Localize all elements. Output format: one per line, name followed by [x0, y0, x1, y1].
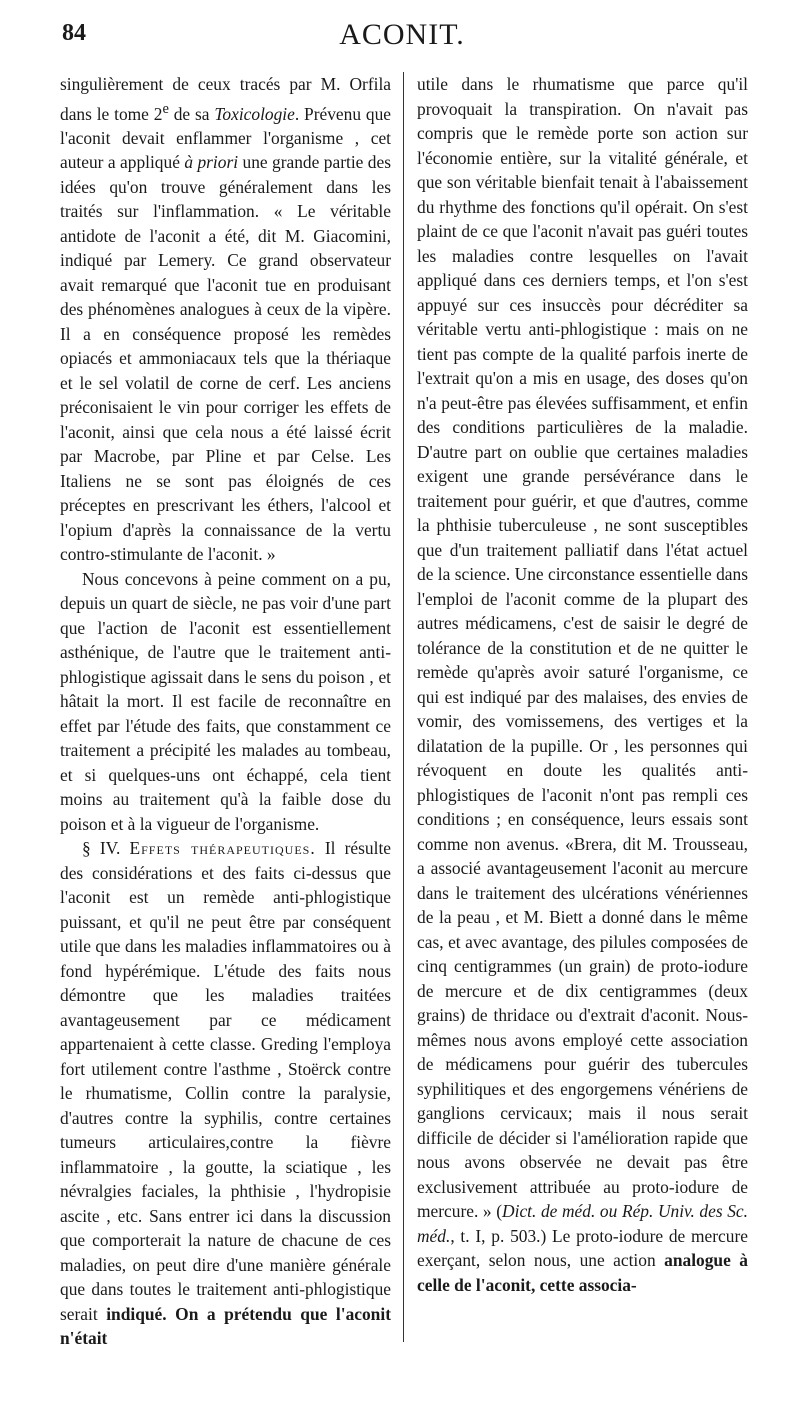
two-column-body: [60, 72, 748, 1382]
paragraph: Nous concevons à peine comment on a pu, depuis un quart de siècle, ne pas voir d'une part que l'action de l'aconit est essentiellement asthénique, de l'autre que le traitement anti-phlogistique agissait dans le sens du poison , et hâtait la mort. Il est facile de reconnaître en effet par l'étude des faits, que constamment ce traitement a précipité les malades au tombeau, et si quelques-uns ont échappé, cela tient moins au traitement qu'à la faible dose du poison et à la vigueur de l'organisme.: [60, 568, 391, 834]
text-run: de sa: [168, 103, 215, 124]
page-number: 84: [62, 20, 86, 46]
text-run: singulièrement de ceux tracés par M. Orfila dans le tome 2: [60, 74, 391, 124]
text-run: utile dans le rhumatisme que parce qu'il provoquait la transpiration. On n'avait pas compris que le remède porte son action sur l'économie entière, sur la vitalité générale, et que son véritable bienfait tenait à l'abaissement du rhythme des fonctions qu'il opérait. On s'est plaint de ce que l'aconit n'avait pas guéri toutes les maladies contre lesquelles on l'avait appliqué dans ces derniers temps, et l'on s'est appuyé sur ces insuccès pour décréditer sa véritable vertu anti-phlogistique : mais on ne tient pas compte de la qualité parfois inerte de l'extrait qu'on a mis en usage, des doses qu'on n'a peut-être pas élevées suffisamment, et enfin des conditions particulières de la maladie. D'autre part on oublie que certaines maladies exigent une grande persévérance dans le traitement pour guérir, et que d'autres, comme la phthisie tuberculeuse , ne sont susceptibles que d'un traitement palliatif dans l'état actuel de la science. Une circonstance essentielle dans l'emploi de l'aconit comme de la plupart des autres médicamens, c'est de saisir le degré de tolérance de la constitution et de ne quitter le remède qu'après avoir saturé l'organisme, ce qui est indiqué par des malaises, des envies de vomir, des vomissemens, des vertiges et la dilatation de la pupille. Or , les personnes qui révoquent en doute les qualités anti-phlogistiques de l'aconit n'ont pas rempli ces conditions ; en conséquence, leurs essais sont comme non avenus. «Brera, dit M. Trousseau, a associé avantageusement l'aconit au mercure dans le traitement des ulcérations vénériennes de la peau , et M. Biett a donné dans le même cas, et avec avantage, des pilules composées de cinq centigrammes (un grain) de proto-iodure de mercure et de dix centigrammes (deux grains) de thridace ou d'extrait d'aconit. Nous-mêmes nous avons employé cette association de médicamens pour guérir des tubercules syphilitiques et des engorgemens vénériens de ganglions cervicaux; mais il nous serait difficile de décider si l'amélioration rapide que nous avons observée ne devait pas être exclusivement attribuée au proto-iodure de mercure. » (: [417, 74, 748, 1221]
left-column: [60, 72, 391, 1351]
superscript: e: [162, 100, 169, 117]
text-run: indiqué. On a prétendu que l'aconit n'était: [60, 1303, 391, 1349]
text-run: . Prévenu que l'aconit devait enflammer l'organisme , cet auteur a appliqué: [60, 103, 391, 173]
paragraph: [60, 72, 391, 567]
book-title: Toxicologie: [214, 103, 295, 124]
text-run: une grande partie des idées qu'on trouve généralement dans les traités sur l'inflammation. « Le véritable antidote de l'aconit a été, dit M. Giacomini, indiqué par Lemery. Ce grand observateur avait remarqué que l'aconit tue en produisant des phénomènes analogues à ceux de la vipère. Il a en conséquence proposé les remèdes opiacés et ammoniacaux tels que la thériaque et le sel volatil de corne de cerf. Les anciens préconisaient le vin pour corriger les effets de l'aconit, ainsi que cela nous a été laissé écrit par Macrobe, par Pline et par Celse. Les Italiens ne se sont pas éloignés de ces préceptes en prescrivant les éthers, l'alcool et l'opium d'après la connaissance de la vertu contro-stimulante de l'aconit. »: [60, 152, 391, 565]
text-run: , t. I, p. 503.) Le proto-iodure de mercure exerçant, selon nous, une action: [417, 1225, 748, 1270]
paragraph: [60, 836, 391, 1351]
citation: Dict. de méd. ou Rép. Univ. des Sc. méd.: [417, 1201, 748, 1246]
section-heading: Effets thérapeutiques.: [129, 838, 316, 859]
column-divider: [403, 72, 404, 1342]
page-header: [62, 8, 742, 64]
paragraph: [417, 72, 748, 1297]
emphasis: à priori: [184, 152, 239, 173]
running-title: ACONIT.: [339, 18, 465, 51]
text-run: analogue à celle de l'aconit, cette associa-: [417, 1250, 748, 1295]
right-column: [417, 72, 748, 1297]
text-run: Il résulte des considérations et des faits ci-dessus que l'aconit est un remède anti-phlogistique puissant, et qu'il ne peut être par conséquent utile que dans les maladies inflammatoires ou à fond hypérémique. L'étude des faits nous démontre que les maladies traitées avantageusement par ce médicament appartenaient à cette classe. Greding l'employa fort utilement contre l'asthme , Stoërck contre le rhumatisme, Collin contre la paralysie, d'autres contre la syphilis, contre certaines tumeurs articulaires,contre la fièvre inflammatoire , la goutte, la sciatique , les névralgies faciales, la phthisie , l'hydropisie ascite , etc. Sans entrer ici dans la discussion que comporterait la nature de chacune de ces maladies, on peut dire d'une manière générale que dans toutes le traitement anti-phlogistique serait: [60, 838, 391, 1324]
section-mark: § IV.: [82, 838, 121, 859]
